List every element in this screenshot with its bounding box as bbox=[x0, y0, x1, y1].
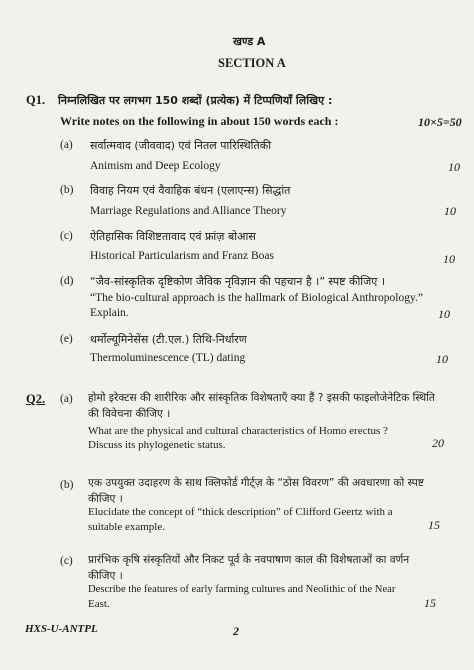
q1d-hindi: “जैव-सांस्कृतिक दृष्टिकोण जैविक नृविज्ञान की पहचान है ।” स्पष्ट कीजिए । bbox=[90, 275, 386, 288]
section-title-english: SECTION A bbox=[218, 56, 286, 70]
q2c-english-continued: East. bbox=[88, 598, 110, 610]
q1e-hindi: थर्मोल्यूमिनेसेंस (टी.एल.) तिथि-निर्धारण bbox=[90, 333, 247, 346]
q1e-label: (e) bbox=[60, 333, 73, 345]
q2b-hindi: एक उपयुक्त उदाहरण के साथ क्लिफोर्ड गीर्ट्ज़ के “ठोस विवरण” की अवधारणा को स्पष्ट bbox=[88, 477, 424, 489]
q2a-label: (a) bbox=[60, 393, 73, 405]
q1a-hindi: सर्वात्मवाद (जीववाद) एवं नितल पारिस्थितिकी bbox=[90, 139, 272, 152]
q2c-english: Describe the features of early farming cultures and Neolithic of the Near bbox=[88, 584, 396, 595]
q1c-label: (c) bbox=[60, 230, 73, 242]
q1-prompt-english: Write notes on the following in about 150 words each : bbox=[60, 114, 339, 128]
q2a-marks: 20 bbox=[432, 436, 444, 450]
q2a-english: What are the physical and cultural characteristics of Homo erectus ? bbox=[88, 425, 388, 437]
q1d-english-continued: Explain. bbox=[90, 307, 129, 319]
q1d-english: “The bio-cultural approach is the hallmark of Biological Anthropology.” bbox=[90, 292, 423, 304]
q1a-label: (a) bbox=[60, 139, 73, 151]
q2c-hindi: प्रारंभिक कृषि संस्कृतियों और निकट पूर्व के नवपाषाण काल की विशेषताओं का वर्णन bbox=[88, 554, 410, 566]
q2a-hindi-continued: की विवेचना कीजिए । bbox=[88, 408, 171, 420]
q2-number: Q2. bbox=[26, 392, 46, 406]
paper-code: HXS-U-ANTPL bbox=[25, 623, 98, 635]
q1-prompt-hindi: निम्नलिखित पर लगभग 150 शब्दों (प्रत्येक) में टिप्पणियाँ लिखिए : bbox=[58, 94, 333, 107]
q1c-hindi: ऐतिहासिक विशिष्टतावाद एवं फ्रांज़ बोआस bbox=[90, 230, 256, 243]
q1a-marks: 10 bbox=[448, 160, 460, 174]
q1a-english: Animism and Deep Ecology bbox=[90, 160, 221, 172]
q2b-english-continued: suitable example. bbox=[88, 521, 165, 533]
page-number: 2 bbox=[233, 624, 239, 638]
section-title-hindi: खण्ड A bbox=[233, 35, 266, 48]
q1-number: Q1. bbox=[26, 93, 46, 107]
q1-marks: 10×5=50 bbox=[418, 115, 462, 129]
q1e-marks: 10 bbox=[436, 352, 448, 366]
q2a-english-continued: Discuss its phylogenetic status. bbox=[88, 439, 226, 451]
q1d-label: (d) bbox=[60, 275, 74, 287]
q1c-english: Historical Particularism and Franz Boas bbox=[90, 250, 274, 262]
q2b-marks: 15 bbox=[428, 518, 440, 532]
q2a-hindi: होमो इरेक्टस की शारीरिक और सांस्कृतिक विशेषताएँ क्या हैं ? इसकी फाइलोजेनेटिक स्थिति bbox=[88, 392, 435, 404]
q2b-english: Elucidate the concept of “thick description” of Clifford Geertz with a bbox=[88, 506, 393, 518]
q2b-label: (b) bbox=[60, 479, 74, 491]
q2c-marks: 15 bbox=[424, 596, 436, 610]
q1b-label: (b) bbox=[60, 184, 74, 196]
q2c-hindi-continued: कीजिए । bbox=[88, 570, 123, 582]
q1d-marks: 10 bbox=[438, 307, 450, 321]
q1e-english: Thermoluminescence (TL) dating bbox=[90, 352, 246, 364]
q1b-marks: 10 bbox=[444, 204, 456, 218]
q1b-hindi: विवाह नियम एवं वैवाहिक बंधन (एलाएन्स) सिद्धांत bbox=[90, 184, 291, 197]
q1b-english: Marriage Regulations and Alliance Theory bbox=[90, 205, 287, 217]
q1c-marks: 10 bbox=[443, 252, 455, 266]
q2b-hindi-continued: कीजिए । bbox=[88, 493, 123, 505]
q2c-label: (c) bbox=[60, 555, 73, 567]
